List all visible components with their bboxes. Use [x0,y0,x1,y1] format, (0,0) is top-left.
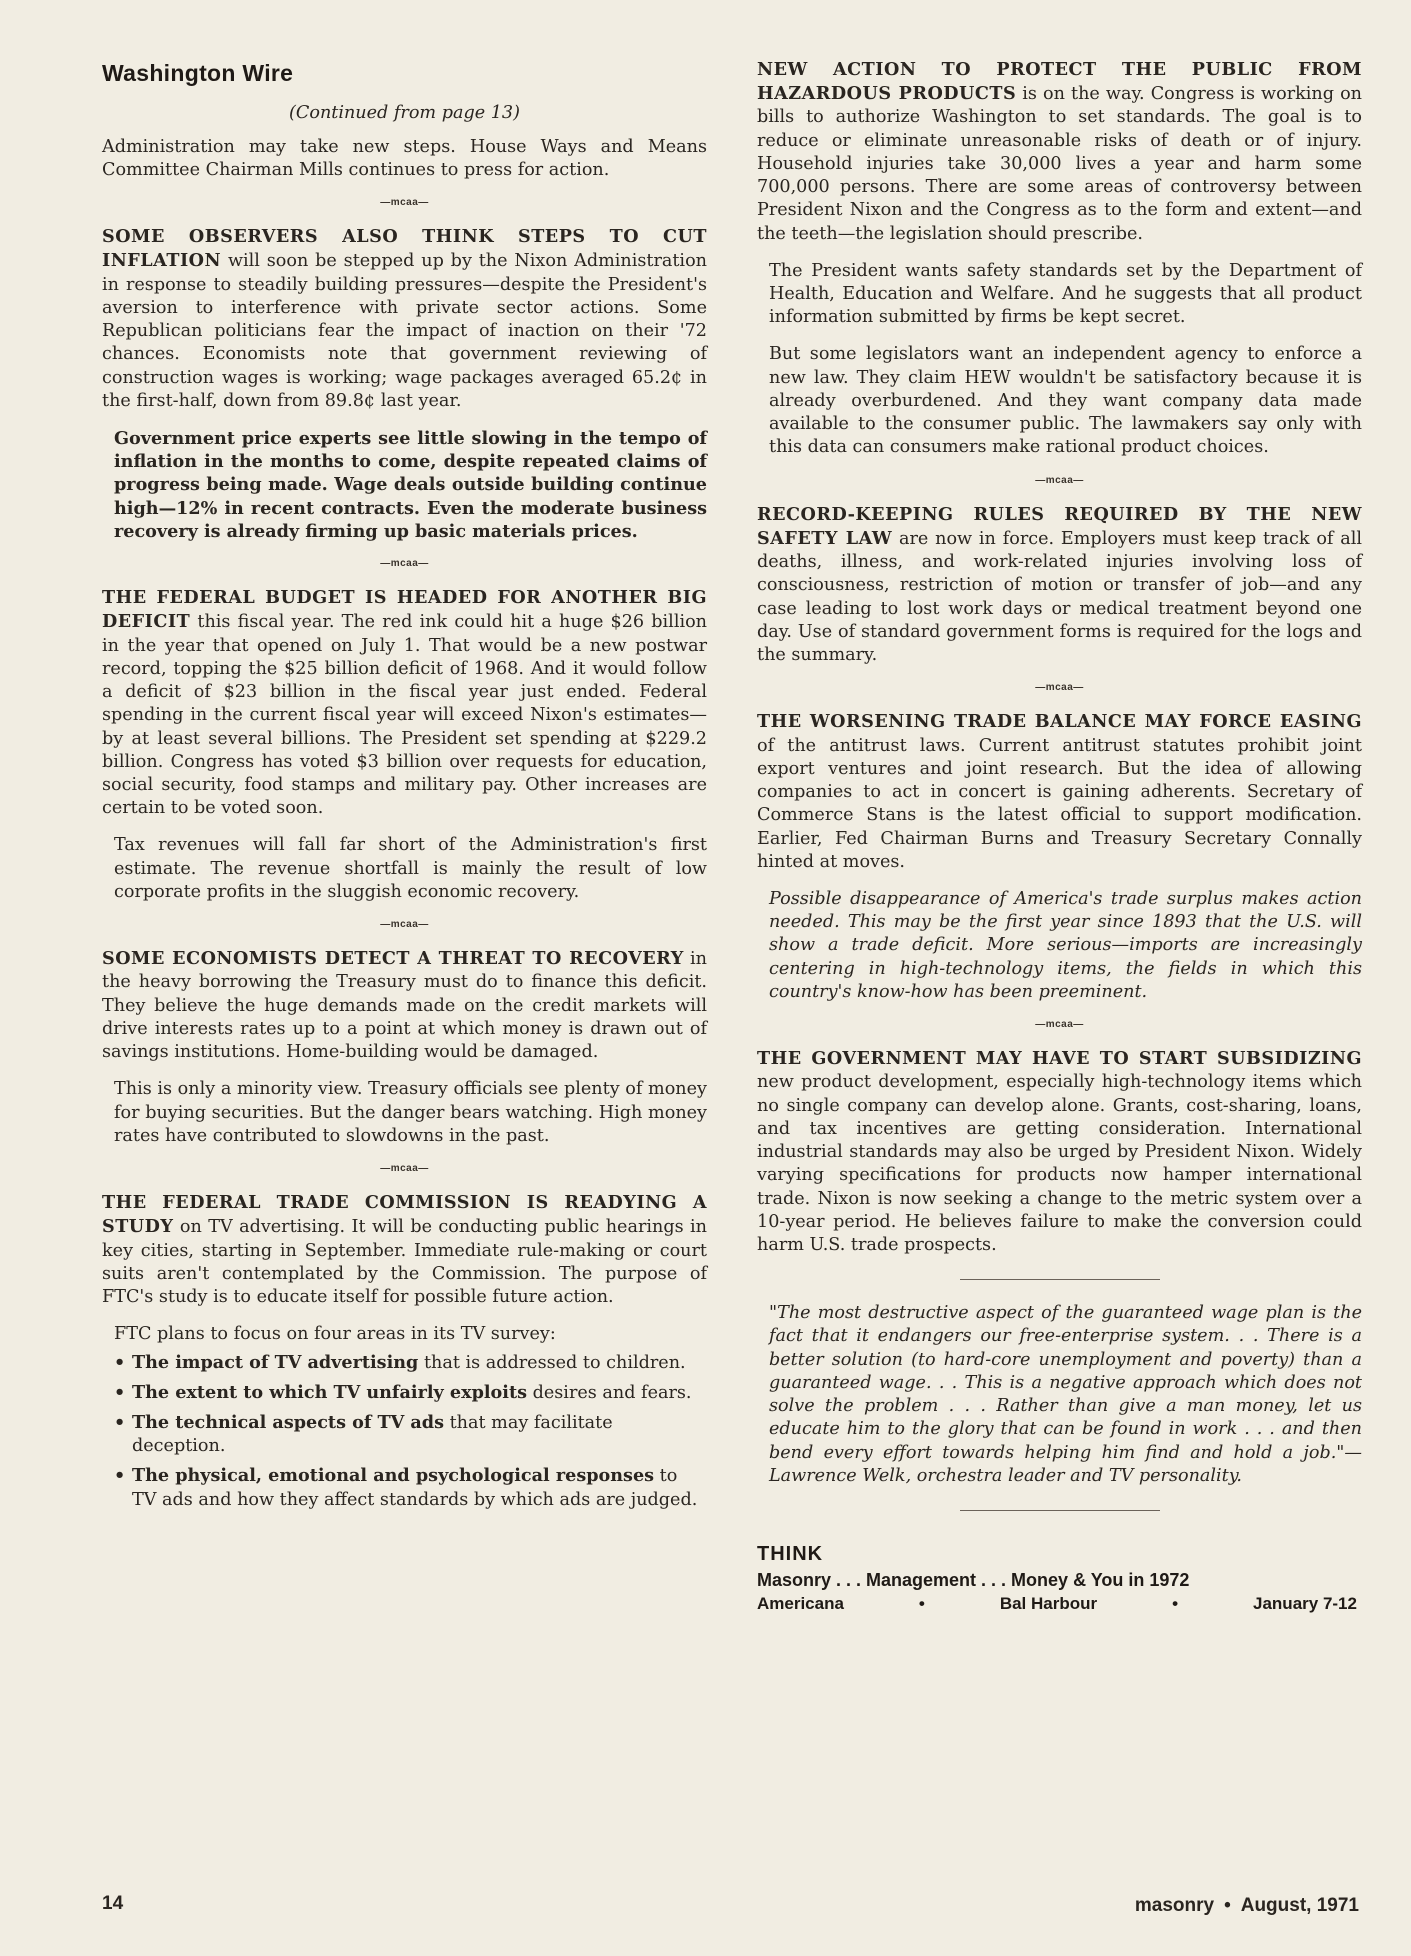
mcaa-divider: —mcaa— [380,1163,429,1175]
bullet-dot: • [114,1411,126,1433]
item-headline: NEW ACTION TO PROTECT THE PUBLIC FROM HAZARDOUS PRODUCTS [757,59,1362,105]
bullet-dot: • [114,1465,126,1487]
item-body: is on the way. Congress is working on bills to authorize Washington to set standards. The goal is to reduce or eliminate unreasonable risks of death or of injury. Household injuries take 30,000 lives a year and harm some 700,000 persons. There are some areas of controversy between President Nixon and the Congress as to the form and extent—and the teeth—the legislation should prescribe. [757,84,1362,244]
hazardous-products-item [757,58,1362,246]
right-column [757,58,1362,1616]
quote-rule-bottom [960,1510,1160,1511]
continued-note: (Continued from page 13) [289,103,520,124]
bullet-separator: • [918,1594,925,1614]
intro-paragraph: Administration may take new steps. House Ways and Means Committee Chairman Mills continues to press for action. [102,136,707,180]
ftc-item [102,1191,707,1309]
think-event-row [757,1593,1357,1615]
left-column [102,58,707,1518]
inflation-bold-note: Government price experts see little slowing in the tempo of inflation in the months to come, despite repeated claims of progress being made. Wage deals outside building continue high—12% in recent contracts. Even the moderate business recovery is already firming up basic materials prices. [114,427,707,542]
running-footer [1135,1895,1359,1917]
hazardous-followup-1: The President wants safety standards set by the Department of Health, Education and Welfare. And he suggests that all product information submitted by firms be kept secret. [769,260,1362,328]
trade-italic-note: Possible disappearance of America's trade surplus makes action needed. This may be the first year since 1893 that the U.S. will show a trade deficit. More serious—imports are increasingly centering in high-technology items, the fields in which this country's know-how has been preeminent. [769,888,1362,1002]
item-body: will soon be stepped up by the Nixon Administration in response to steadily building pressures—despite the President's aversion to interference with private sector actions. Some Republican politicians fear the impact of inaction on their '72 chances. Economists note that government reviewing of construction wages is working; wage packages averaged 65.2¢ in the first-half, down from 89.8¢ last year. [102,251,707,411]
magazine-name: masonry [1134,1895,1215,1916]
list-item [114,1351,707,1375]
trade-balance-item [757,710,1362,874]
bullet-text: to TV ads and how they affect standards by which ads are judged. [132,1466,698,1510]
bullet-bold: The extent to which TV unfairly exploits [132,1381,528,1403]
item-headline: RECORD-KEEPING RULES REQUIRED BY THE NEW SAFETY LAW [757,503,1362,549]
bullet-separator: • [1224,1895,1231,1916]
ftc-survey-list [114,1351,707,1512]
issue-date: August, 1971 [1240,1895,1359,1916]
hazardous-followup-2: But some legislators want an independent agency to enforce a new law. They claim HEW wouldn't be satisfactory because it is already overburdened. And they want company data made available to the consumer public. The lawmakers say only with this data can consumers make rational product choices. [769,344,1362,458]
item-headline: SOME OBSERVERS ALSO THINK STEPS TO CUT INFLATION [102,226,707,272]
bullet-bold: The technical aspects of TV ads [132,1411,444,1433]
ftc-followup: FTC plans to focus on four areas in its TV survey: [114,1324,556,1345]
inflation-item [102,225,707,413]
item-headline: SOME ECONOMISTS DETECT A THREAT TO RECOVERY [102,948,684,970]
welk-quote: "The most destructive aspect of the guaranteed wage plan is the fact that it endangers our free-enterprise system. . . There is a better solution (to hard-core unemployment and poverty) than a guaranteed wage. . . This is a negative approach which does not solve the problem . . . Rather than give a man money, let us educate him to the glory that can be found in work . . . and then bend every effort towards helping him find and hold a job."—Lawrence Welk, orchestra leader and TV personality. [769,1303,1362,1486]
mcaa-divider: —mcaa— [380,197,429,209]
item-body: are now in force. Employers must keep track of all deaths, illness, and work-related injuries involving loss of consciousness, restriction of motion or transfer of job—and any case leading to lost work days or medical treatment beyond one day. Use of standard government forms is required for the logs and the summary. [757,528,1362,665]
deficit-followup: Tax revenues will fall far short of the Administration's first estimate. The revenue shortfall is mainly the result of low corporate profits in the sluggish economic recovery. [114,835,707,902]
item-headline: THE GOVERNMENT MAY HAVE TO START SUBSIDIZING [757,1048,1362,1070]
bullet-text: desires and fears. [527,1382,692,1403]
item-body: on TV advertising. It will be conducting public hearings in key cities, starting in September. Immediate rule-making or court suits aren't contemplated by the Commission. The purpose of FTC's study is to educate itself for possible future action. [102,1217,707,1308]
think-title: THINK [757,1542,824,1565]
bullet-text: that is addressed to children. [418,1352,686,1373]
bullet-dot: • [114,1381,126,1403]
mcaa-divider: —mcaa— [380,558,429,570]
list-item [114,1411,707,1458]
section-title: Washington Wire [102,60,294,86]
record-keeping-item [757,503,1362,668]
item-body: new product development, especially high-technology items which no single company can develop alone. Grants, cost-sharing, loans, and tax incentives are getting consideration. International industrial standards may also be urged by President Nixon. Widely varying specifications for products now hamper international trade. Nixon is now seeking a change to the metric system over a 10-year period. He believes failure to make the conversion could harm U.S. trade prospects. [757,1072,1362,1255]
item-headline: THE FEDERAL TRADE COMMISSION IS READYING A STUDY [102,1192,707,1238]
bullet-bold: The impact of TV advertising [132,1351,419,1373]
event-venue: Americana [757,1594,844,1614]
recovery-item [102,947,707,1064]
mcaa-divider: —mcaa— [380,919,429,931]
bullet-separator: • [1172,1594,1179,1614]
page-number: 14 [102,1893,124,1914]
item-headline: THE FEDERAL BUDGET IS HEADED FOR ANOTHER BIG DEFICIT [102,587,707,633]
item-body: of the antitrust laws. Current antitrust statutes prohibit joint export ventures and joint research. But the idea of allowing companies to act in concert is gaining adherents. Secretary of Commerce Stans is the latest official to support modification. Earlier, Fed Chairman Burns and Treasury Secretary Connally hinted at moves. [757,735,1362,872]
event-dates: January 7-12 [1253,1594,1357,1614]
list-item [114,1381,707,1405]
recovery-followup: This is only a minority view. Treasury officials see plenty of money for buying securities. But the danger bears watching. High money rates have contributed to slowdowns in the past. [114,1079,707,1146]
mcaa-divider: —mcaa— [1035,1019,1084,1031]
bullet-text: that may facilitate deception. [132,1412,613,1457]
think-tagline: Masonry . . . Management . . . Money & You in 1972 [757,1570,1190,1591]
subsidizing-item [757,1047,1362,1257]
event-location: Bal Harbour [999,1594,1098,1614]
mcaa-divider: —mcaa— [1035,682,1084,694]
item-body: this fiscal year. The red ink could hit a huge $26 billion in the year that opened on July 1. That would be a new postwar record, topping the $25 billion deficit of 1968. And it would follow a deficit of $23 billion in the fiscal year just ended. Federal spending in the current fiscal year will exceed Nixon's estimates—by at least several billions. The President set spending at $229.2 billion. Congress has voted $3 billion over requests for education, social security, food stamps and military pay. Other increases are certain to be voted soon. [102,612,707,819]
list-item [114,1464,707,1511]
item-headline: THE WORSENING TRADE BALANCE MAY FORCE EASING [757,711,1362,733]
quote-rule-top [960,1279,1160,1280]
bullet-dot: • [114,1351,126,1373]
deficit-item [102,586,707,820]
think-box [757,1541,1362,1616]
bullet-bold: The physical, emotional and psychological responses [132,1465,655,1487]
item-body: in the heavy borrowing the Treasury must do to finance this deficit. They believe the huge demands made on the credit markets will drive interests rates up to a point at which money is drawn out of savings institutions. Home-building would be damaged. [102,949,707,1063]
mcaa-divider: —mcaa— [1035,474,1084,486]
